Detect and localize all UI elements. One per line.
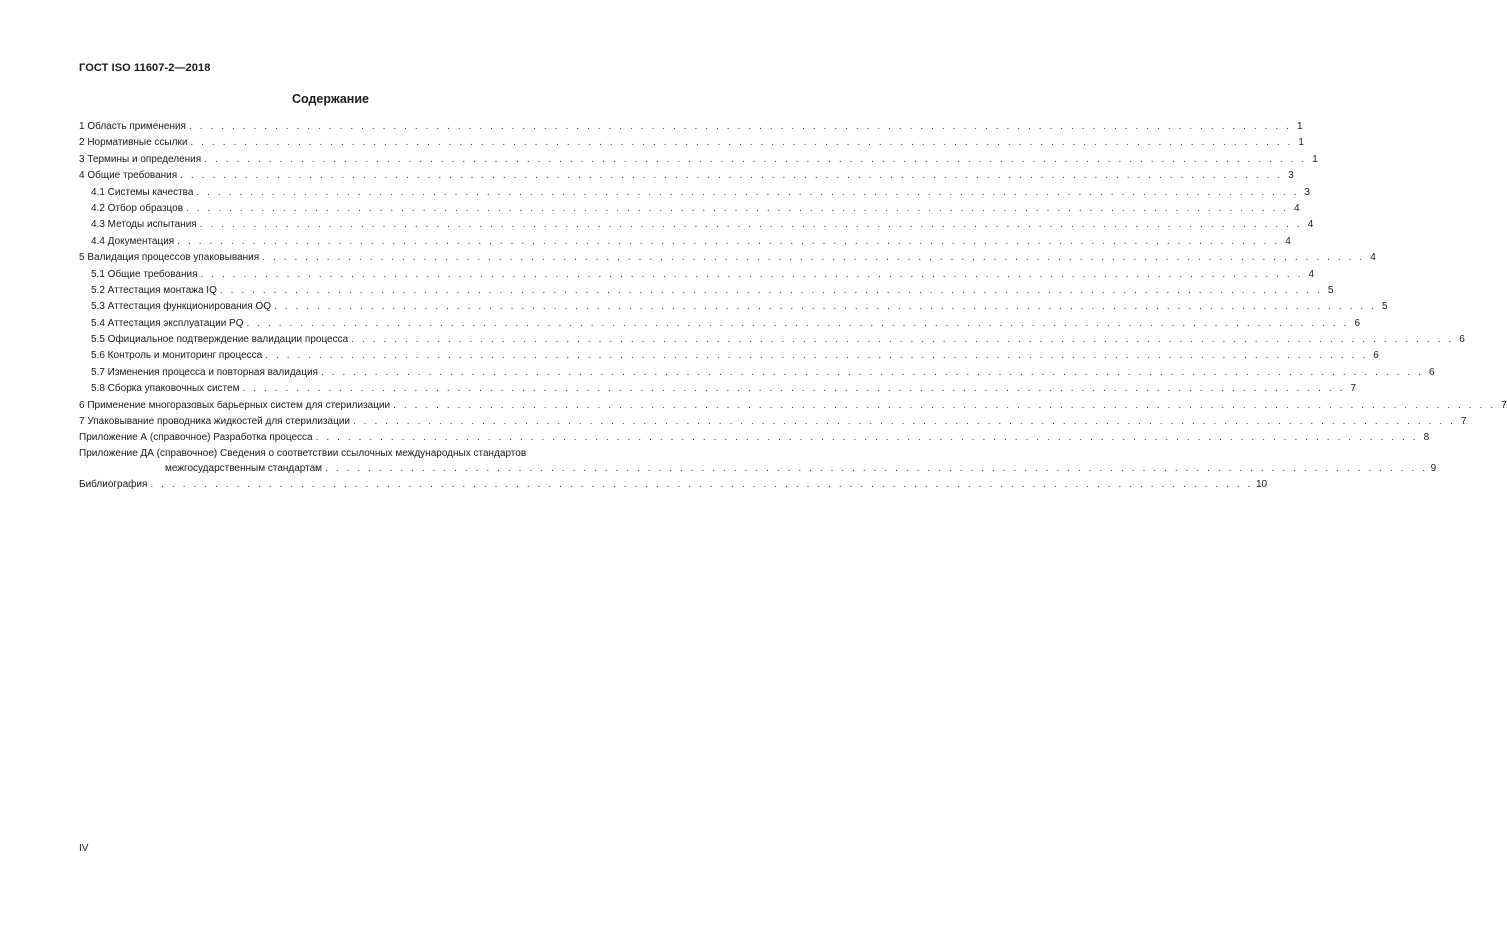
toc-entry-text: 5.7 Изменения процесса и повторная валидация: [91, 366, 318, 378]
toc-entry-7[interactable]: [79, 414, 1467, 430]
toc-entry-5-8[interactable]: [79, 381, 1357, 397]
toc-entry-text: 5.1 Общие требования: [91, 268, 198, 280]
leader-dots: . . . . . . . . . . . . . . . . . . . . . . . . . . . . . . . . . . . . . . . . . . . . . . . . . . . . . . . . . . . . . . . . . . . . . . . . . . . . . . . . . . . . . . . . . . . . . . . . . . . . . . .: [351, 334, 1454, 346]
toc-entry-page: 7: [1501, 399, 1507, 411]
toc-entry-5-2[interactable]: [79, 283, 1334, 299]
leader-dots: . . . . . . . . . . . . . . . . . . . . . . . . . . . . . . . . . . . . . . . . . . . . . . . . . . . . . . . . . . . . . . . . . . . . . . . . . . . . . . . . . . . . . . . . . . . . . . . . . . . . . . .: [262, 252, 1365, 264]
toc-entry-page: 6: [1373, 350, 1379, 362]
leader-dots: . . . . . . . . . . . . . . . . . . . . . . . . . . . . . . . . . . . . . . . . . . . . . . . . . . . . . . . . . . . . . . . . . . . . . . . . . . . . . . . . . . . . . . . . . . . . . . . . . . . . . . .: [204, 153, 1307, 165]
toc-entry-text: 5 Валидация процессов упаковывания: [79, 252, 260, 264]
leader-dots: . . . . . . . . . . . . . . . . . . . . . . . . . . . . . . . . . . . . . . . . . . . . . . . . . . . . . . . . . . . . . . . . . . . . . . . . . . . . . . . . . . . . . . . . . . . . . . . . . . . . . . .: [320, 366, 1424, 378]
toc-title: Содержание: [291, 92, 369, 106]
leader-dots: . . . . . . . . . . . . . . . . . . . . . . . . . . . . . . . . . . . . . . . . . . . . . . . . . . . . . . . . . . . . . . . . . . . . . . . . . . . . . . . . . . . . . . . . . . . . . . . . . . . . . . .: [196, 186, 1299, 198]
toc-entry-text: 6 Применение многоразовых барьерных систем для стерилизации: [79, 399, 391, 411]
toc-entry-text: 7 Упаковывание проводника жидкостей для стерилизации: [79, 416, 350, 428]
leader-dots: . . . . . . . . . . . . . . . . . . . . . . . . . . . . . . . . . . . . . . . . . . . . . . . . . . . . . . . . . . . . . . . . . . . . . . . . . . . . . . . . . . . . . . . . . . . . . . . . . . . . . . .: [325, 462, 1428, 474]
toc-entry-page: 1: [1298, 137, 1304, 149]
toc-entry-4[interactable]: [79, 168, 1294, 184]
leader-dots: . . . . . . . . . . . . . . . . . . . . . . . . . . . . . . . . . . . . . . . . . . . . . . . . . . . . . . . . . . . . . . . . . . . . . . . . . . . . . . . . . . . . . . . . . . . . . . . . . . . . . . .: [150, 478, 1253, 490]
toc-entry-4-1[interactable]: [79, 185, 1310, 201]
toc-entry-page: 7: [1461, 416, 1467, 428]
leader-dots: . . . . . . . . . . . . . . . . . . . . . . . . . . . . . . . . . . . . . . . . . . . . . . . . . . . . . . . . . . . . . . . . . . . . . . . . . . . . . . . . . . . . . . . . . . . . . . . . . . . . . . .: [353, 416, 1456, 428]
toc-entry-text: 5.3 Аттестация функционирования OQ: [91, 301, 272, 313]
toc-entry-text: 4.4 Документация: [91, 235, 175, 247]
toc-entry-text: 5.6 Контроль и мониторинг процесса: [91, 350, 263, 362]
leader-dots: . . . . . . . . . . . . . . . . . . . . . . . . . . . . . . . . . . . . . . . . . . . . . . . . . . . . . . . . . . . . . . . . . . . . . . . . . . . . . . . . . . . . . . . . . . . . . . . . . . . . . . .: [186, 202, 1289, 214]
toc-entry-page: 6: [1354, 317, 1361, 329]
leader-dots: . . . . . . . . . . . . . . . . . . . . . . . . . . . . . . . . . . . . . . . . . . . . . . . . . . . . . . . . . . . . . . . . . . . . . . . . . . . . . . . . . . . . . . . . . . . . . . . . . . . . . . .: [199, 219, 1303, 231]
toc-entry-4-3[interactable]: [79, 217, 1314, 233]
toc-entry-page: 4: [1308, 268, 1315, 280]
leader-dots: . . . . . . . . . . . . . . . . . . . . . . . . . . . . . . . . . . . . . . . . . . . . . . . . . . . . . . . . . . . . . . . . . . . . . . . . . . . . . . . . . . . . . . . . . . . . . . . . . . . . . . .: [180, 170, 1283, 182]
toc-entry-bibliography[interactable]: [79, 477, 1268, 493]
leader-dots: . . . . . . . . . . . . . . . . . . . . . . . . . . . . . . . . . . . . . . . . . . . . . . . . . . . . . . . . . . . . . . . . . . . . . . . . . . . . . . . . . . . . . . . . . . . . . . . . . . . . . . .: [200, 268, 1304, 280]
toc-entry-text: Приложение ДА (справочное) Сведения о соответствии ссылочных международных стандартов: [79, 447, 527, 459]
leader-dots: . . . . . . . . . . . . . . . . . . . . . . . . . . . . . . . . . . . . . . . . . . . . . . . . . . . . . . . . . . . . . . . . . . . . . . . . . . . . . . . . . . . . . . . . . . . . . . . . . . . . . . .: [265, 350, 1368, 362]
leader-dots: . . . . . . . . . . . . . . . . . . . . . . . . . . . . . . . . . . . . . . . . . . . . . . . . . . . . . . . . . . . . . . . . . . . . . . . . . . . . . . . . . . . . . . . . . . . . . . . . . . . . . . .: [219, 284, 1323, 296]
toc-entry-page: 4: [1370, 252, 1376, 264]
toc-entry-text: 4.3 Методы испытания: [91, 219, 197, 231]
toc-entry-page: 3: [1304, 186, 1310, 198]
toc-entry-page: 1: [1296, 120, 1303, 132]
toc-entry-page: 4: [1307, 219, 1314, 231]
toc-entry-page: 4: [1285, 235, 1291, 247]
toc-entry-text: 4.1 Системы качества: [91, 186, 194, 198]
toc-entry-5-4[interactable]: [79, 316, 1361, 332]
toc-entry-4-4[interactable]: [79, 234, 1291, 250]
leader-dots: . . . . . . . . . . . . . . . . . . . . . . . . . . . . . . . . . . . . . . . . . . . . . . . . . . . . . . . . . . . . . . . . . . . . . . . . . . . . . . . . . . . . . . . . . . . . . . . . . . . . . . .: [190, 137, 1293, 149]
document-id: ГОСТ ISO 11607-2—2018: [79, 62, 211, 74]
leader-dots: . . . . . . . . . . . . . . . . . . . . . . . . . . . . . . . . . . . . . . . . . . . . . . . . . . . . . . . . . . . . . . . . . . . . . . . . . . . . . . . . . . . . . . . . . . . . . . . . . . . . . . .: [315, 432, 1419, 444]
toc-entry-1[interactable]: [79, 119, 1303, 135]
toc-entry-text: 5.5 Официальное подтверждение валидации процесса: [91, 334, 349, 346]
toc-entry-text: Библиография: [79, 478, 148, 490]
leader-dots: . . . . . . . . . . . . . . . . . . . . . . . . . . . . . . . . . . . . . . . . . . . . . . . . . . . . . . . . . . . . . . . . . . . . . . . . . . . . . . . . . . . . . . . . . . . . . . . . . . . . . . .: [393, 399, 1496, 411]
toc-entry-6[interactable]: [79, 398, 1507, 414]
toc-entry-page: 9: [1430, 462, 1437, 474]
toc-entry-2[interactable]: [79, 135, 1304, 151]
leader-dots: . . . . . . . . . . . . . . . . . . . . . . . . . . . . . . . . . . . . . . . . . . . . . . . . . . . . . . . . . . . . . . . . . . . . . . . . . . . . . . . . . . . . . . . . . . . . . . . . . . . . . . .: [242, 383, 1346, 395]
toc-entry-page: 6: [1428, 366, 1435, 378]
toc-entry-text: 5.8 Сборка упаковочных систем: [91, 383, 240, 395]
toc-entry-text-continued: межгосударственным стандартам: [165, 462, 323, 474]
toc-entry-page: 1: [1312, 153, 1318, 165]
leader-dots: . . . . . . . . . . . . . . . . . . . . . . . . . . . . . . . . . . . . . . . . . . . . . . . . . . . . . . . . . . . . . . . . . . . . . . . . . . . . . . . . . . . . . . . . . . . . . . . . . . . . . . .: [188, 120, 1292, 132]
table-of-contents: [79, 119, 1507, 493]
toc-entry-page: 8: [1423, 432, 1430, 444]
toc-entry-5-5[interactable]: [79, 332, 1465, 348]
toc-entry-appendix-a[interactable]: [79, 430, 1430, 446]
toc-entry-5-1[interactable]: [79, 267, 1315, 283]
leader-dots: . . . . . . . . . . . . . . . . . . . . . . . . . . . . . . . . . . . . . . . . . . . . . . . . . . . . . . . . . . . . . . . . . . . . . . . . . . . . . . . . . . . . . . . . . . . . . . . . . . . . . . .: [246, 317, 1350, 329]
toc-entry-5-3[interactable]: [79, 299, 1388, 315]
toc-entry-text: 4.2 Отбор образцов: [91, 202, 184, 214]
toc-entry-5-6[interactable]: [79, 348, 1379, 364]
page-number: IV: [79, 843, 89, 854]
toc-entry-page: 6: [1459, 334, 1465, 346]
toc-entry-5-7[interactable]: [79, 365, 1435, 381]
toc-entry-5[interactable]: [79, 250, 1376, 266]
toc-entry-page: 7: [1350, 383, 1357, 395]
toc-entry-page: 3: [1288, 170, 1294, 182]
toc-entry-text: Приложение А (справочное) Разработка процесса: [79, 432, 313, 444]
toc-entry-text: 4 Общие требования: [79, 170, 178, 182]
toc-entry-page: 5: [1382, 301, 1388, 313]
leader-dots: . . . . . . . . . . . . . . . . . . . . . . . . . . . . . . . . . . . . . . . . . . . . . . . . . . . . . . . . . . . . . . . . . . . . . . . . . . . . . . . . . . . . . . . . . . . . . . . . . . . . . . .: [274, 301, 1377, 313]
toc-entry-text: 2 Нормативные ссылки: [79, 137, 188, 149]
leader-dots: . . . . . . . . . . . . . . . . . . . . . . . . . . . . . . . . . . . . . . . . . . . . . . . . . . . . . . . . . . . . . . . . . . . . . . . . . . . . . . . . . . . . . . . . . . . . . . . . . . . . . . .: [177, 235, 1280, 247]
toc-entry-4-2[interactable]: [79, 201, 1300, 217]
toc-entry-text: 1 Область применения: [79, 120, 186, 132]
toc-entry-3[interactable]: [79, 152, 1318, 168]
toc-entry-text: 3 Термины и определения: [79, 153, 202, 165]
toc-entry-page: 4: [1294, 202, 1300, 214]
toc-entry-text: 5.4 Аттестация эксплуатации PQ: [91, 317, 244, 329]
toc-entry-page: 10: [1255, 478, 1268, 490]
toc-entry-text: 5.2 Аттестация монтажа IQ: [91, 284, 217, 296]
toc-entry-appendix-da[interactable]: [79, 447, 1437, 477]
toc-entry-page: 5: [1327, 284, 1334, 296]
